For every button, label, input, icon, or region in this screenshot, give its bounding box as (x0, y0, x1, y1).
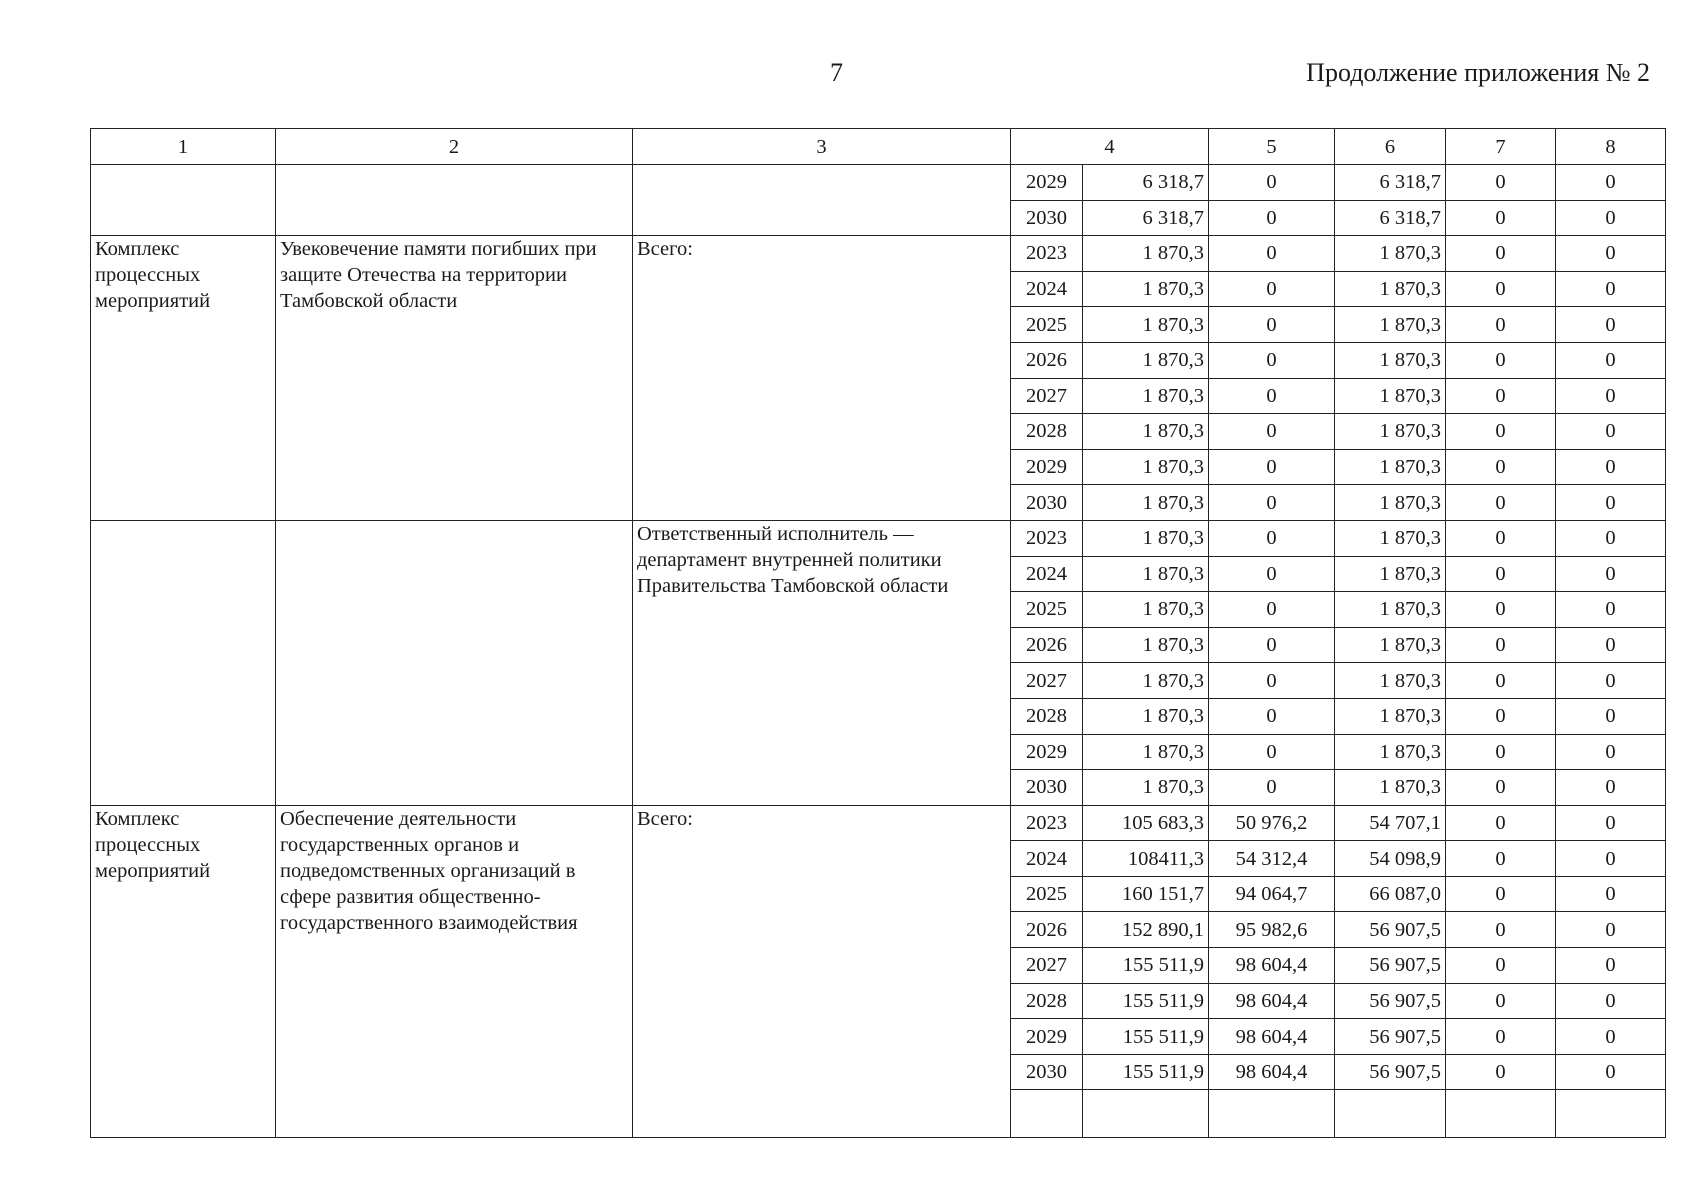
column-6-cell: 6 318,7 (1335, 200, 1446, 236)
column-8-cell: 0 (1556, 734, 1666, 770)
column-7-cell: 0 (1446, 342, 1556, 378)
column-5-cell: 0 (1209, 449, 1335, 485)
column-7-cell: 0 (1446, 770, 1556, 806)
total-amount-cell: 1 870,3 (1083, 770, 1209, 806)
total-amount-cell: 105 683,3 (1083, 805, 1209, 841)
year-cell: 2024 (1011, 556, 1083, 592)
empty-cell (1556, 1090, 1666, 1138)
column-7-cell: 0 (1446, 1054, 1556, 1090)
column-5-cell: 54 312,4 (1209, 841, 1335, 877)
column-6-cell: 56 907,5 (1335, 1019, 1446, 1055)
total-amount-cell: 1 870,3 (1083, 556, 1209, 592)
total-amount-cell: 1 870,3 (1083, 449, 1209, 485)
total-amount-cell: 152 890,1 (1083, 912, 1209, 948)
column-7-cell: 0 (1446, 663, 1556, 699)
column-6-cell: 6 318,7 (1335, 165, 1446, 201)
column-6-cell: 1 870,3 (1335, 698, 1446, 734)
column-7-cell: 0 (1446, 378, 1556, 414)
column-5-cell: 98 604,4 (1209, 1019, 1335, 1055)
empty-cell (1446, 1090, 1556, 1138)
column-8-cell: 0 (1556, 485, 1666, 521)
column-5-cell: 98 604,4 (1209, 983, 1335, 1019)
column-6-cell: 1 870,3 (1335, 770, 1446, 806)
total-amount-cell: 155 511,9 (1083, 1054, 1209, 1090)
column-8-cell: 0 (1556, 592, 1666, 628)
funding-source-cell (633, 165, 1011, 236)
year-cell: 2024 (1011, 841, 1083, 877)
total-amount-cell: 1 870,3 (1083, 485, 1209, 521)
empty-cell (1335, 1090, 1446, 1138)
total-amount-cell: 1 870,3 (1083, 627, 1209, 663)
column-5-cell: 0 (1209, 165, 1335, 201)
column-8-cell: 0 (1556, 1054, 1666, 1090)
column-8-cell: 0 (1556, 556, 1666, 592)
year-cell: 2026 (1011, 912, 1083, 948)
column-6-cell: 1 870,3 (1335, 271, 1446, 307)
column-8-cell: 0 (1556, 912, 1666, 948)
column-header: 6 (1335, 129, 1446, 165)
appendix-continuation-title: Продолжение приложения № 2 (1306, 58, 1650, 87)
column-7-cell: 0 (1446, 1019, 1556, 1055)
table-row (91, 805, 1666, 841)
column-7-cell: 0 (1446, 236, 1556, 272)
column-6-cell: 1 870,3 (1335, 342, 1446, 378)
column-6-cell: 54 098,9 (1335, 841, 1446, 877)
year-cell: 2029 (1011, 449, 1083, 485)
table-body (91, 129, 1666, 1138)
column-7-cell: 0 (1446, 983, 1556, 1019)
column-8-cell: 0 (1556, 520, 1666, 556)
column-7-cell: 0 (1446, 948, 1556, 984)
column-7-cell: 0 (1446, 271, 1556, 307)
total-amount-cell: 1 870,3 (1083, 236, 1209, 272)
column-5-cell: 94 064,7 (1209, 876, 1335, 912)
column-header: 7 (1446, 129, 1556, 165)
column-7-cell: 0 (1446, 520, 1556, 556)
year-cell: 2027 (1011, 948, 1083, 984)
column-6-cell: 1 870,3 (1335, 449, 1446, 485)
total-amount-cell: 1 870,3 (1083, 378, 1209, 414)
column-6-cell: 1 870,3 (1335, 663, 1446, 699)
column-header: 1 (91, 129, 276, 165)
program-type-cell: Комплекс процессных мероприятий (91, 236, 276, 521)
year-cell: 2028 (1011, 414, 1083, 450)
column-8-cell: 0 (1556, 948, 1666, 984)
column-7-cell: 0 (1446, 307, 1556, 343)
total-amount-cell: 1 870,3 (1083, 698, 1209, 734)
column-6-cell: 1 870,3 (1335, 627, 1446, 663)
column-8-cell: 0 (1556, 271, 1666, 307)
column-6-cell: 56 907,5 (1335, 983, 1446, 1019)
year-cell: 2030 (1011, 1054, 1083, 1090)
year-cell: 2029 (1011, 1019, 1083, 1055)
column-6-cell: 66 087,0 (1335, 876, 1446, 912)
column-6-cell: 1 870,3 (1335, 378, 1446, 414)
column-7-cell: 0 (1446, 449, 1556, 485)
table-row (91, 165, 1666, 201)
column-7-cell: 0 (1446, 592, 1556, 628)
column-8-cell: 0 (1556, 627, 1666, 663)
program-type-cell: Комплекс процессных мероприятий (91, 805, 276, 1138)
column-6-cell: 56 907,5 (1335, 948, 1446, 984)
year-cell: 2023 (1011, 236, 1083, 272)
funding-source-cell: Всего: (633, 236, 1011, 521)
total-amount-cell: 1 870,3 (1083, 520, 1209, 556)
table-row (91, 520, 1666, 556)
column-6-cell: 54 707,1 (1335, 805, 1446, 841)
year-cell: 2026 (1011, 627, 1083, 663)
year-cell: 2025 (1011, 307, 1083, 343)
year-cell: 2030 (1011, 770, 1083, 806)
column-5-cell: 0 (1209, 485, 1335, 521)
year-cell: 2024 (1011, 271, 1083, 307)
funding-source-cell: Всего: (633, 805, 1011, 1138)
column-6-cell: 56 907,5 (1335, 912, 1446, 948)
activity-name-cell (276, 165, 633, 236)
column-7-cell: 0 (1446, 200, 1556, 236)
budget-table (90, 128, 1666, 1138)
column-5-cell: 0 (1209, 271, 1335, 307)
year-cell: 2028 (1011, 698, 1083, 734)
column-5-cell: 0 (1209, 378, 1335, 414)
column-7-cell: 0 (1446, 165, 1556, 201)
column-5-cell: 0 (1209, 236, 1335, 272)
column-header: 8 (1556, 129, 1666, 165)
year-cell: 2027 (1011, 663, 1083, 699)
column-5-cell: 0 (1209, 627, 1335, 663)
column-6-cell: 1 870,3 (1335, 414, 1446, 450)
column-8-cell: 0 (1556, 449, 1666, 485)
column-8-cell: 0 (1556, 805, 1666, 841)
column-6-cell: 1 870,3 (1335, 236, 1446, 272)
activity-name-cell: Увековечение памяти погибших при защите Отечества на территории Тамбовской области (276, 236, 633, 521)
column-8-cell: 0 (1556, 200, 1666, 236)
column-7-cell: 0 (1446, 627, 1556, 663)
column-5-cell: 0 (1209, 556, 1335, 592)
total-amount-cell: 6 318,7 (1083, 200, 1209, 236)
table-row (91, 236, 1666, 272)
total-amount-cell: 1 870,3 (1083, 592, 1209, 628)
total-amount-cell: 1 870,3 (1083, 734, 1209, 770)
column-8-cell: 0 (1556, 876, 1666, 912)
year-cell: 2029 (1011, 165, 1083, 201)
column-7-cell: 0 (1446, 912, 1556, 948)
column-7-cell: 0 (1446, 876, 1556, 912)
column-6-cell: 1 870,3 (1335, 592, 1446, 628)
page-number: 7 (830, 58, 843, 87)
total-amount-cell: 1 870,3 (1083, 342, 1209, 378)
total-amount-cell: 6 318,7 (1083, 165, 1209, 201)
empty-cell (1209, 1090, 1335, 1138)
column-7-cell: 0 (1446, 485, 1556, 521)
column-8-cell: 0 (1556, 983, 1666, 1019)
total-amount-cell: 160 151,7 (1083, 876, 1209, 912)
total-amount-cell: 155 511,9 (1083, 1019, 1209, 1055)
year-cell: 2028 (1011, 983, 1083, 1019)
column-8-cell: 0 (1556, 236, 1666, 272)
column-5-cell: 0 (1209, 520, 1335, 556)
column-5-cell: 0 (1209, 698, 1335, 734)
year-cell: 2027 (1011, 378, 1083, 414)
column-8-cell: 0 (1556, 165, 1666, 201)
column-7-cell: 0 (1446, 414, 1556, 450)
total-amount-cell: 108411,3 (1083, 841, 1209, 877)
activity-name-cell: Обеспечение деятельности государственных органов и подведомственных организаций в сфере развития общественно-государственного взаимодействия (276, 805, 633, 1138)
column-8-cell: 0 (1556, 307, 1666, 343)
column-5-cell: 0 (1209, 414, 1335, 450)
column-6-cell: 1 870,3 (1335, 520, 1446, 556)
year-cell: 2023 (1011, 805, 1083, 841)
year-cell: 2023 (1011, 520, 1083, 556)
column-number-header-row (91, 129, 1666, 165)
column-6-cell: 56 907,5 (1335, 1054, 1446, 1090)
column-header: 5 (1209, 129, 1335, 165)
column-7-cell: 0 (1446, 698, 1556, 734)
empty-cell (1011, 1090, 1083, 1138)
column-5-cell: 98 604,4 (1209, 1054, 1335, 1090)
total-amount-cell: 155 511,9 (1083, 983, 1209, 1019)
column-6-cell: 1 870,3 (1335, 485, 1446, 521)
column-5-cell: 0 (1209, 307, 1335, 343)
year-cell: 2030 (1011, 485, 1083, 521)
column-5-cell: 0 (1209, 592, 1335, 628)
column-8-cell: 0 (1556, 414, 1666, 450)
column-header: 3 (633, 129, 1011, 165)
activity-name-cell (276, 520, 633, 805)
column-7-cell: 0 (1446, 841, 1556, 877)
column-5-cell: 0 (1209, 342, 1335, 378)
year-cell: 2025 (1011, 592, 1083, 628)
total-amount-cell: 1 870,3 (1083, 663, 1209, 699)
year-cell: 2030 (1011, 200, 1083, 236)
column-8-cell: 0 (1556, 342, 1666, 378)
column-8-cell: 0 (1556, 770, 1666, 806)
column-7-cell: 0 (1446, 805, 1556, 841)
column-5-cell: 95 982,6 (1209, 912, 1335, 948)
column-8-cell: 0 (1556, 663, 1666, 699)
column-6-cell: 1 870,3 (1335, 307, 1446, 343)
total-amount-cell: 1 870,3 (1083, 414, 1209, 450)
year-cell: 2025 (1011, 876, 1083, 912)
column-6-cell: 1 870,3 (1335, 556, 1446, 592)
column-8-cell: 0 (1556, 378, 1666, 414)
column-5-cell: 98 604,4 (1209, 948, 1335, 984)
column-8-cell: 0 (1556, 1019, 1666, 1055)
total-amount-cell: 1 870,3 (1083, 271, 1209, 307)
column-8-cell: 0 (1556, 841, 1666, 877)
column-5-cell: 50 976,2 (1209, 805, 1335, 841)
total-amount-cell: 155 511,9 (1083, 948, 1209, 984)
column-7-cell: 0 (1446, 734, 1556, 770)
column-7-cell: 0 (1446, 556, 1556, 592)
column-5-cell: 0 (1209, 770, 1335, 806)
column-5-cell: 0 (1209, 200, 1335, 236)
year-cell: 2029 (1011, 734, 1083, 770)
program-type-cell (91, 520, 276, 805)
year-cell: 2026 (1011, 342, 1083, 378)
column-header: 4 (1011, 129, 1209, 165)
total-amount-cell: 1 870,3 (1083, 307, 1209, 343)
empty-cell (1083, 1090, 1209, 1138)
column-header: 2 (276, 129, 633, 165)
column-5-cell: 0 (1209, 663, 1335, 699)
program-type-cell (91, 165, 276, 236)
column-5-cell: 0 (1209, 734, 1335, 770)
column-8-cell: 0 (1556, 698, 1666, 734)
column-6-cell: 1 870,3 (1335, 734, 1446, 770)
funding-source-cell: Ответственный исполнитель — департамент внутренней политики Правительства Тамбовской области (633, 520, 1011, 805)
